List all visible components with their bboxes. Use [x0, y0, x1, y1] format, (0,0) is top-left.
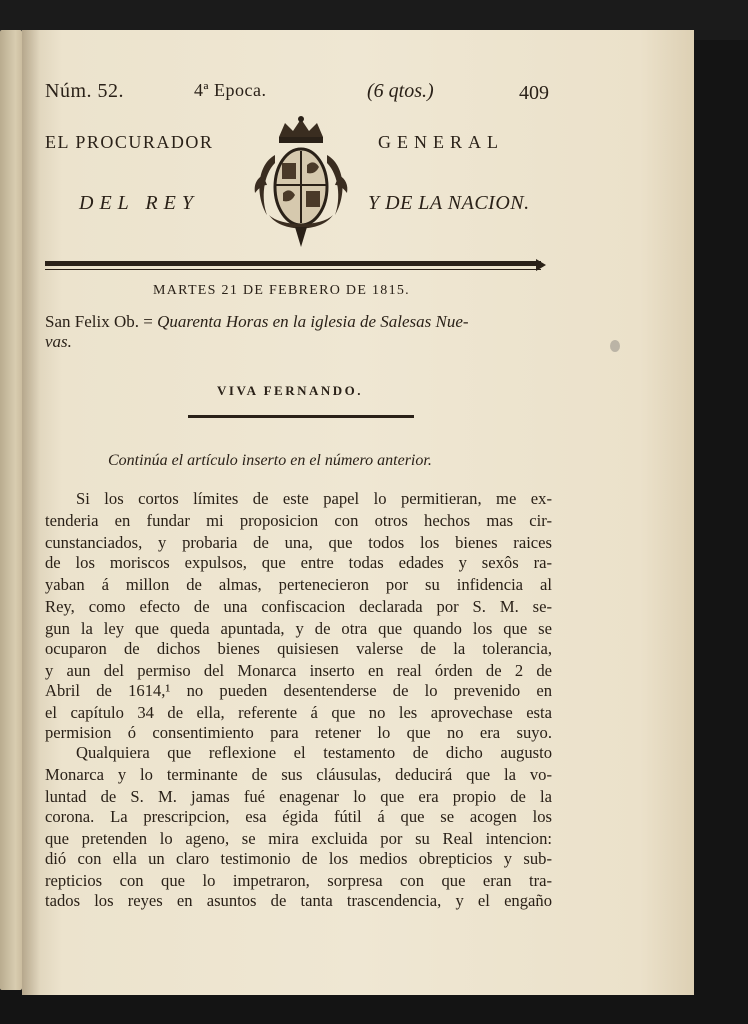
paper-speck [610, 340, 620, 352]
article-line: dió con ella un claro testimonio de los medios obrepticios y sub- [45, 849, 552, 868]
article-line: repticios con que lo impetraron, sorpresa con que eran tra- [45, 871, 552, 890]
article-line: tados los reyes en asuntos de tanta trascendencia, y el engaño [45, 891, 552, 910]
saint-of-day-cont: vas. [45, 332, 72, 351]
article-line: Si los cortos límites de este papel lo permitieran, me ex- [76, 489, 552, 508]
article-line: corona. La prescripcion, esa égida fútil á que se acogen los [45, 807, 552, 826]
issue-number: Núm. 52. [45, 80, 124, 102]
article-line: el capítulo 34 de ella, referente á que no les aprovechase esta [45, 703, 552, 722]
newspaper-page [22, 30, 694, 995]
article-line: ocuparon de dichos bienes quisiesen valerse de la tolerancia, [45, 639, 552, 658]
article-line: Monarca y lo terminante de sus cláusulas, deducirá que la vo- [45, 765, 552, 784]
article-line: Qualquiera que reflexione el testamento de dicho augusto [76, 743, 552, 762]
article-line: cunstanciados, y probaria de una, que todos los bienes raices [45, 533, 552, 552]
masthead-el-procurador: EL PROCURADOR [45, 132, 214, 152]
article-line: Rey, como efecto de una confiscacion declarada por S. M. se- [45, 597, 552, 616]
article-subtitle: Continúa el artículo inserto en el número anterior. [108, 452, 432, 469]
article-line: Abril de 1614,¹ no pueden desentenderse de lo prevenido en [45, 681, 552, 700]
page-number: 409 [519, 82, 549, 104]
previous-page-edge [0, 30, 22, 990]
motto-rule [188, 415, 414, 418]
binding-shadow [22, 30, 40, 995]
article-line: luntad de S. M. jamas fué enagenar lo que era propio de la [45, 787, 552, 806]
saint-of-day: San Felix Ob. = Quarenta Horas en la iglesia de Salesas Nue- [45, 312, 469, 331]
masthead-del-rey: DEL REY [79, 192, 199, 214]
rule-end-ornament [536, 259, 546, 271]
masthead-general: GENERAL [378, 132, 504, 152]
masthead-rule-thin [45, 269, 541, 270]
article-line: gun la ley que queda apuntada, y de otra que quando los que se [45, 619, 552, 638]
article-line: y aun del permiso del Monarca inserto en real órden de 2 de [45, 661, 552, 680]
article-line: tenderia en fundar mi proposicion con otros hechos mas cir- [45, 511, 552, 530]
quires-label: (6 qtos.) [367, 80, 434, 102]
epoch-label: 4ª Epoca. [194, 80, 267, 100]
article-line: yaban á millon de almas, pertenecieron por su infidencia al [45, 575, 552, 594]
masthead-de-la-nacion: Y DE LA NACION. [368, 192, 530, 214]
motto: VIVA FERNANDO. [217, 383, 363, 398]
masthead-rule [45, 261, 541, 266]
article-line: que pretenden lo ageno, se mira excluida por su Real intencion: [45, 829, 552, 848]
article-line: de los moriscos expulsos, que entre todas edades y sexôs ra- [45, 553, 552, 572]
article-line: permision ó consentimiento para retener lo que no era suyo. [45, 723, 552, 742]
royal-coat-of-arms-icon [249, 115, 353, 251]
issue-date: MARTES 21 DE FEBRERO DE 1815. [153, 283, 410, 298]
